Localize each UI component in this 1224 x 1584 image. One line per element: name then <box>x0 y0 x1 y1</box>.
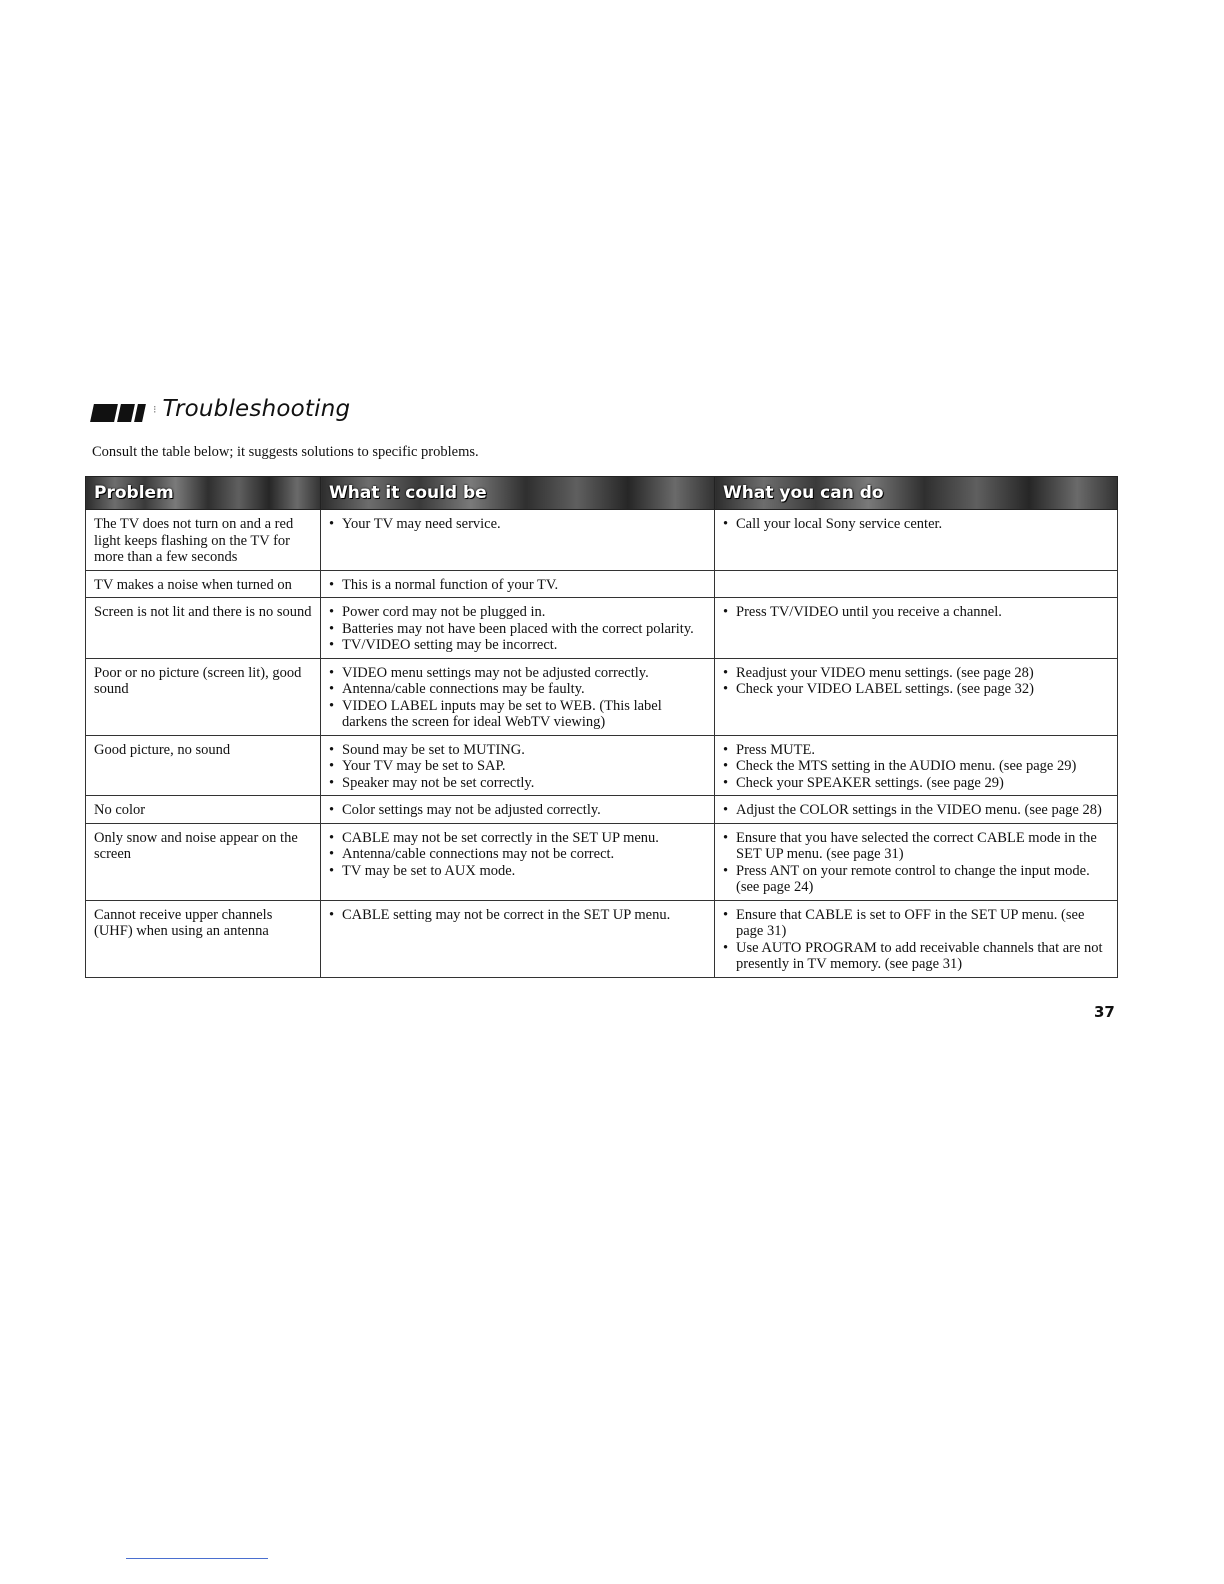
section-marker-icon <box>92 396 147 422</box>
solution-item: • Use AUTO PROGRAM to add receivable channels that are not presently in TV memory. (see page 31) <box>723 940 1111 973</box>
cause-cell <box>321 735 715 796</box>
solution-item: • Press ANT on your remote control to change the input mode. (see page 24) <box>723 863 1111 896</box>
solution-cell <box>715 570 1118 598</box>
cause-cell <box>321 510 715 571</box>
problem-cell: Screen is not lit and there is no sound <box>86 598 321 659</box>
table-row <box>86 570 1118 598</box>
problem-cell: Only snow and noise appear on the screen <box>86 823 321 900</box>
table-row <box>86 598 1118 659</box>
solution-list <box>723 742 1111 792</box>
problem-cell: Poor or no picture (screen lit), good sound <box>86 658 321 735</box>
cause-cell <box>321 570 715 598</box>
cause-item: • Color settings may not be adjusted correctly. <box>329 802 708 819</box>
solution-item: • Ensure that you have selected the correct CABLE mode in the SET UP menu. (see page 31) <box>723 830 1111 863</box>
solution-item: • Readjust your VIDEO menu settings. (see page 28) <box>723 665 1111 682</box>
table-row <box>86 658 1118 735</box>
table-header-row <box>86 477 1118 510</box>
cause-item: • VIDEO menu settings may not be adjusted correctly. <box>329 665 708 682</box>
solution-cell <box>715 598 1118 659</box>
page-title: Troubleshooting <box>162 396 351 422</box>
cause-item: • Batteries may not have been placed with the correct polarity. <box>329 621 708 638</box>
table-body <box>86 510 1118 978</box>
section-heading <box>92 392 350 426</box>
table-row <box>86 735 1118 796</box>
cause-item: • CABLE setting may not be correct in the SET UP menu. <box>329 907 708 924</box>
solution-item: • Press MUTE. <box>723 742 1111 759</box>
cause-list <box>329 802 708 819</box>
solution-item: • Check the MTS setting in the AUDIO menu. (see page 29) <box>723 758 1111 775</box>
troubleshooting-table <box>85 476 1118 978</box>
cause-list <box>329 742 708 792</box>
cause-item: • Your TV may need service. <box>329 516 708 533</box>
solution-list <box>723 604 1111 621</box>
problem-cell: TV makes a noise when turned on <box>86 570 321 598</box>
solution-cell <box>715 823 1118 900</box>
cause-list <box>329 577 708 594</box>
table-row <box>86 510 1118 571</box>
cause-item: • TV/VIDEO setting may be incorrect. <box>329 637 708 654</box>
cause-item: • Your TV may be set to SAP. <box>329 758 708 775</box>
solution-list <box>723 830 1111 896</box>
problem-cell: Cannot receive upper channels (UHF) when using an antenna <box>86 900 321 977</box>
solution-item: • Check your SPEAKER settings. (see page 29) <box>723 775 1111 792</box>
problem-cell: Good picture, no sound <box>86 735 321 796</box>
cause-item: • TV may be set to AUX mode. <box>329 863 708 880</box>
solution-cell <box>715 796 1118 824</box>
solution-list <box>723 907 1111 973</box>
page-number: 37 <box>1094 1003 1115 1021</box>
solution-item: • Call your local Sony service center. <box>723 516 1111 533</box>
cause-list <box>329 604 708 654</box>
cause-item: • Speaker may not be set correctly. <box>329 775 708 792</box>
cause-item: • Antenna/cable connections may be faulty. <box>329 681 708 698</box>
table-row <box>86 823 1118 900</box>
cause-cell <box>321 598 715 659</box>
solution-list <box>723 802 1111 819</box>
solution-cell <box>715 510 1118 571</box>
solution-item: • Check your VIDEO LABEL settings. (see page 32) <box>723 681 1111 698</box>
cause-cell <box>321 796 715 824</box>
problem-cell: No color <box>86 796 321 824</box>
table-row <box>86 900 1118 977</box>
cause-item: • Sound may be set to MUTING. <box>329 742 708 759</box>
solution-cell <box>715 735 1118 796</box>
cause-list <box>329 830 708 880</box>
cause-item: • Power cord may not be plugged in. <box>329 604 708 621</box>
cause-cell <box>321 900 715 977</box>
solution-list <box>723 665 1111 698</box>
solution-list <box>723 516 1111 533</box>
header-what-you-can-do: What you can do <box>715 477 1118 510</box>
intro-text: Consult the table below; it suggests solutions to specific problems. <box>92 444 479 460</box>
cause-item: • Antenna/cable connections may not be correct. <box>329 846 708 863</box>
table-row <box>86 796 1118 824</box>
solution-cell <box>715 900 1118 977</box>
header-what-it-could-be: What it could be <box>321 477 715 510</box>
cause-list <box>329 516 708 533</box>
cause-item: • VIDEO LABEL inputs may be set to WEB. (This label darkens the screen for ideal WebTV viewing) <box>329 698 708 731</box>
cause-list <box>329 665 708 731</box>
solution-item: • Adjust the COLOR settings in the VIDEO menu. (see page 28) <box>723 802 1111 819</box>
solution-item: • Press TV/VIDEO until you receive a channel. <box>723 604 1111 621</box>
solution-cell <box>715 658 1118 735</box>
cause-cell <box>321 823 715 900</box>
footer-rule <box>126 1558 268 1559</box>
problem-cell: The TV does not turn on and a red light keeps flashing on the TV for more than a few seconds <box>86 510 321 571</box>
header-problem: Problem <box>86 477 321 510</box>
cause-item: • This is a normal function of your TV. <box>329 577 708 594</box>
decorative-dots-icon: ⁝ <box>153 402 157 416</box>
cause-cell <box>321 658 715 735</box>
solution-item: • Ensure that CABLE is set to OFF in the SET UP menu. (see page 31) <box>723 907 1111 940</box>
cause-item: • CABLE may not be set correctly in the SET UP menu. <box>329 830 708 847</box>
cause-list <box>329 907 708 924</box>
